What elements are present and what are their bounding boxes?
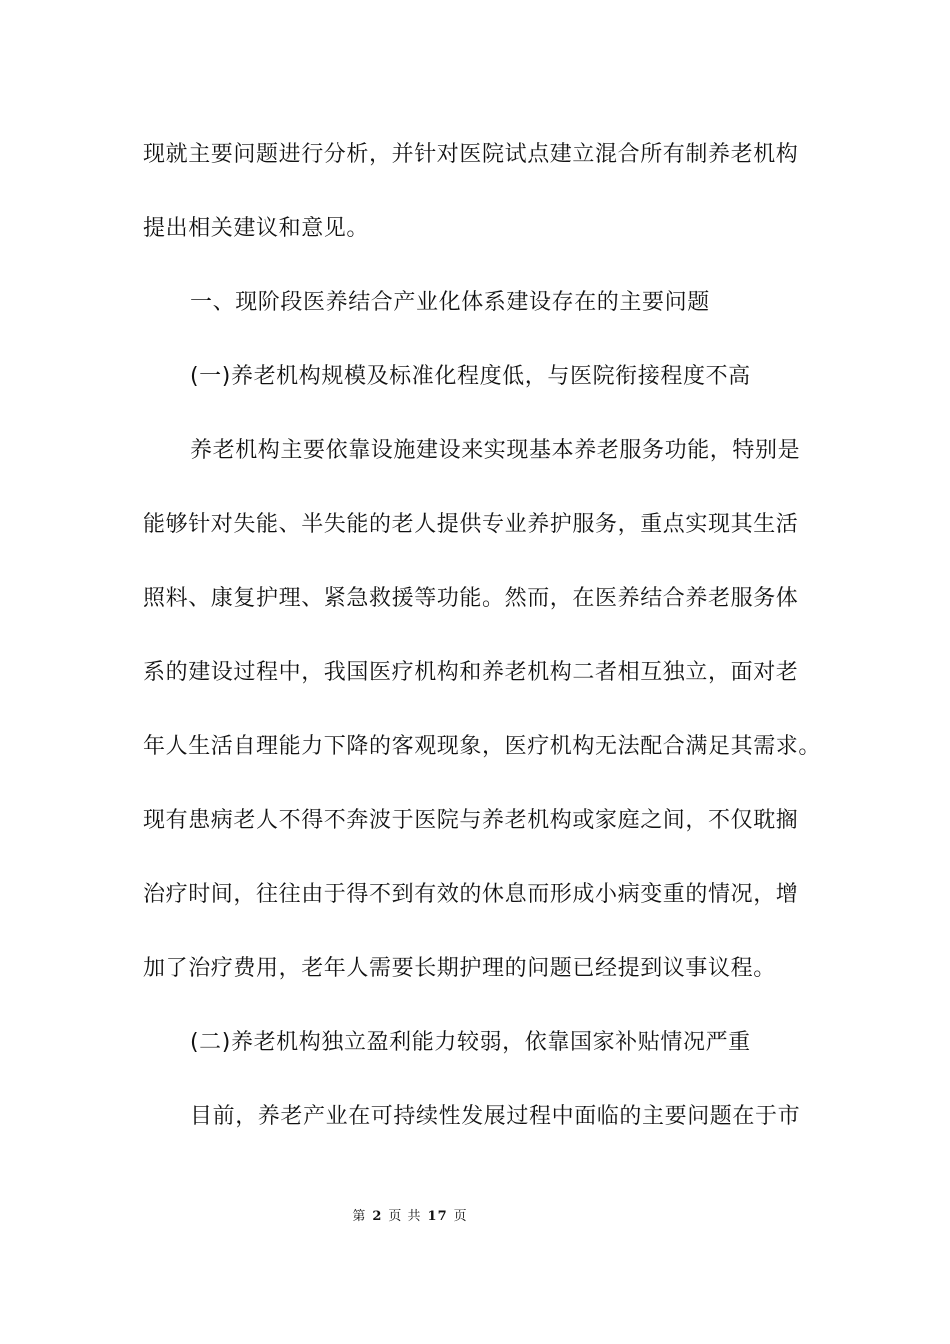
page-footer bbox=[0, 1208, 820, 1226]
current-page-number: 2 bbox=[372, 1209, 383, 1224]
text-line: 年人生活自理能力下降的客观现象，医疗机构无法配合满足其需求。 bbox=[143, 734, 822, 759]
text-line: 目前，养老产业在可持续性发展过程中面临的主要问题在于市 bbox=[190, 1104, 801, 1129]
text-line: 加了治疗费用，老年人需要长期护理的问题已经提到议事议程。 bbox=[143, 956, 776, 981]
footer-middle: 页 共 bbox=[388, 1209, 422, 1224]
text-line: 治疗时间，往往由于得不到有效的休息而形成小病变重的情况，增 bbox=[143, 882, 799, 907]
text-line: 系的建设过程中，我国医疗机构和养老机构二者相互独立，面对老 bbox=[143, 660, 799, 685]
text-line: 照料、康复护理、紧急救援等功能。然而，在医养结合养老服务体 bbox=[143, 586, 799, 611]
text-line: 现就主要问题进行分析，并针对医院试点建立混合所有制养老机构 bbox=[143, 142, 799, 167]
total-pages-number: 17 bbox=[427, 1209, 448, 1224]
subsection-heading: (二)养老机构独立盈利能力较弱，依靠国家补贴情况严重 bbox=[190, 1030, 751, 1055]
text-line: 养老机构主要依靠设施建设来实现基本养老服务功能，特别是 bbox=[190, 438, 801, 463]
subsection-heading: (一)养老机构规模及标准化程度低，与医院衔接程度不高 bbox=[190, 364, 751, 389]
footer-suffix: 页 bbox=[453, 1209, 468, 1224]
section-heading: 一、现阶段医养结合产业化体系建设存在的主要问题 bbox=[190, 290, 710, 315]
text-line: 现有患病老人不得不奔波于医院与养老机构或家庭之间，不仅耽搁 bbox=[143, 808, 799, 833]
footer-prefix: 第 bbox=[352, 1209, 367, 1224]
text-line: 能够针对失能、半失能的老人提供专业养护服务，重点实现其生活 bbox=[143, 512, 799, 537]
text-line: 提出相关建议和意见。 bbox=[143, 216, 370, 241]
